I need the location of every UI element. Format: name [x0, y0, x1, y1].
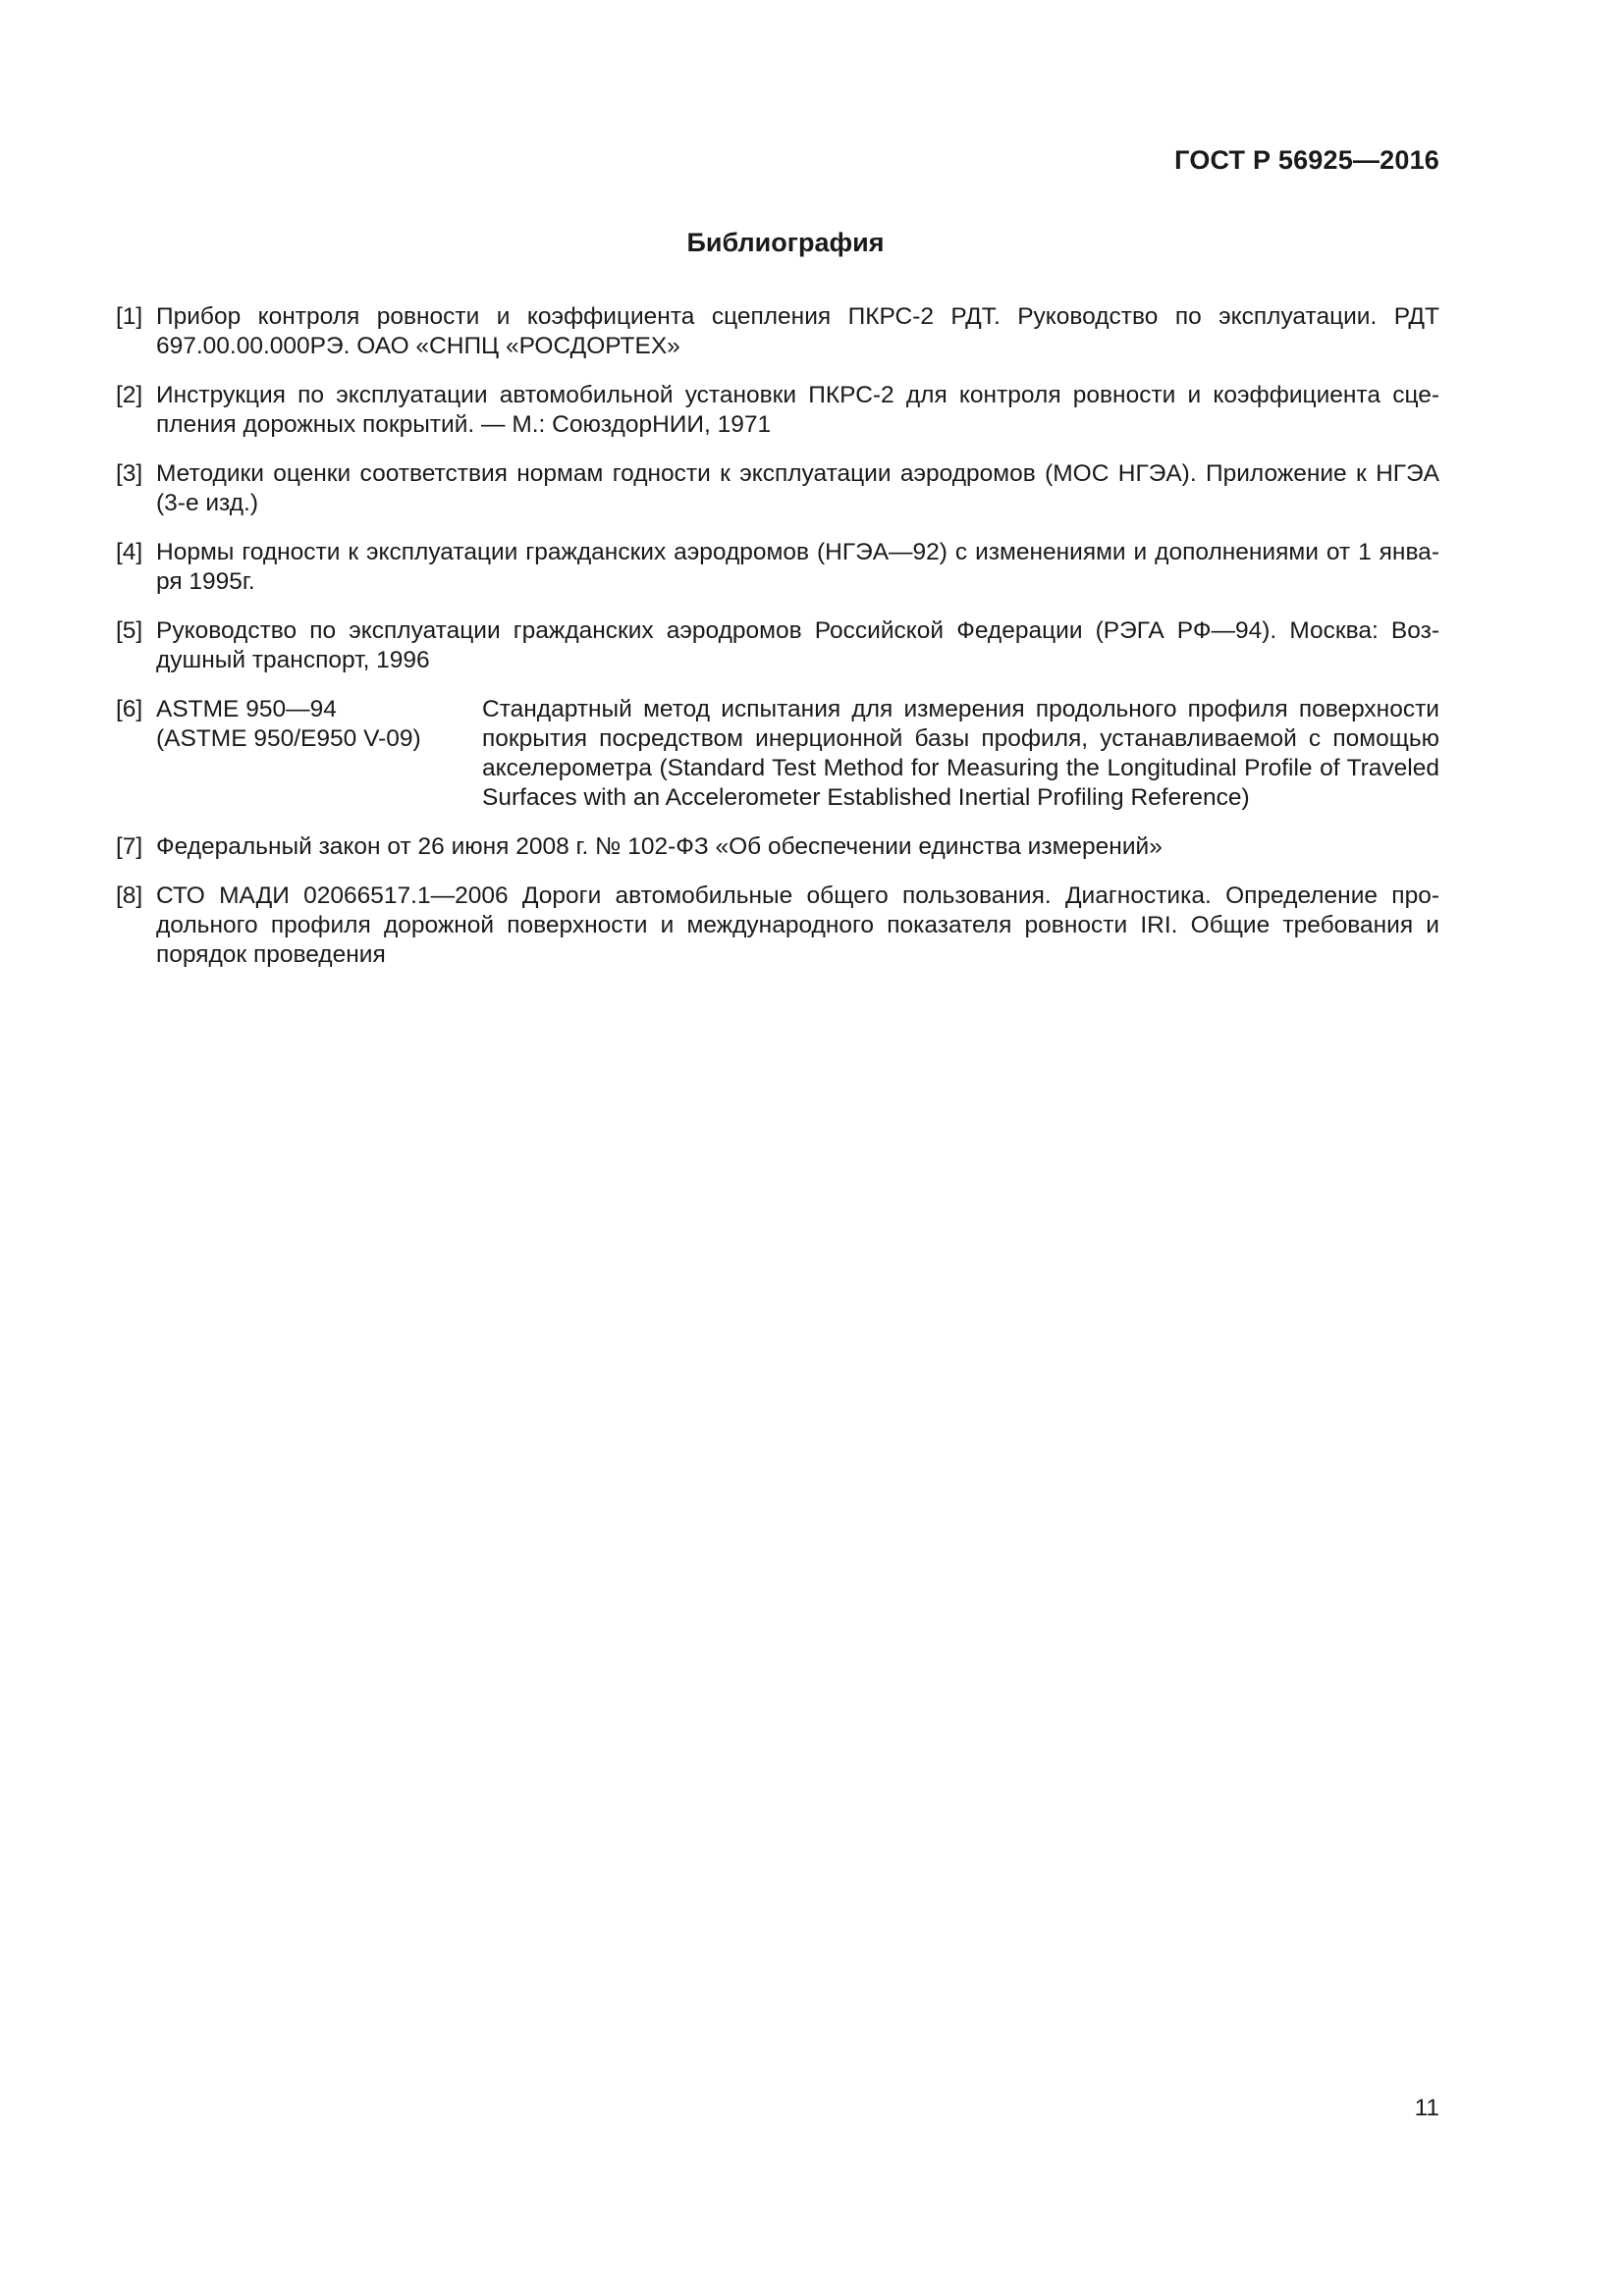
bibliography-list: [116, 302, 1439, 989]
entry-text: Прибор контроля ровности и коэффициента сцепления ПКРС-2 РДТ. Руководство по эксплуатации. РДТ 697.00.00.000РЭ. ОАО «СНПЦ «РОСДОРТЕХ»: [156, 303, 1439, 359]
entry-number: [1]: [116, 303, 143, 330]
bibliography-entry: [116, 381, 1439, 440]
entry-number: [3]: [116, 460, 143, 487]
entry-number: [6]: [116, 696, 143, 722]
entry-number: [2]: [116, 382, 143, 408]
bibliography-entry: [116, 302, 1439, 361]
standard-code-secondary: (ASTME 950/E950 V-09): [156, 725, 421, 752]
entry-number: [7]: [116, 833, 143, 860]
entry-standard-code: [156, 695, 482, 813]
bibliography-entry: [116, 459, 1439, 518]
bibliography-entry: [116, 538, 1439, 597]
bibliography-entry: [116, 881, 1439, 970]
entry-text: Стандартный метод испытания для измерения продольного профиля поверхности покрытия посредством инерционной базы профиля, устанавливаемой с помощью акселерометра (Standard Test Method for Measuring the Longitudinal Profile of Traveled Surfaces with an Accelerometer Established Inertial Profiling Reference): [482, 696, 1439, 811]
entry-text: Нормы годности к эксплуатации гражданских аэродромов (НГЭА—92) с изменениями и дополнениями от 1 января 1995г.: [156, 539, 1439, 595]
page-number: 11: [1414, 2095, 1439, 2121]
entry-number: [4]: [116, 539, 143, 565]
entry-number: [8]: [116, 882, 143, 909]
standard-code-primary: ASTME 950—94: [156, 696, 337, 722]
entry-text: Руководство по эксплуатации гражданских аэродромов Российской Федерации (РЭГА РФ—94). Москва: Воздушный транспорт, 1996: [156, 617, 1439, 673]
entry-text: Федеральный закон от 26 июня 2008 г. № 102-ФЗ «Об обеспечении единства измерений»: [156, 833, 1163, 860]
section-title: Библиография: [686, 228, 885, 257]
document-code: ГОСТ Р 56925—2016: [1174, 145, 1439, 175]
bibliography-entry: [116, 616, 1439, 675]
bibliography-entry: [116, 695, 1439, 813]
bibliography-entry: [116, 832, 1439, 862]
entry-number: [5]: [116, 617, 143, 644]
entry-text: Методики оценки соответствия нормам годности к эксплуатации аэродромов (МОС НГЭА). Приложение к НГЭА (3-е изд.): [156, 460, 1439, 516]
entry-text: Инструкция по эксплуатации автомобильной установки ПКРС-2 для контроля ровности и коэффициента сцепления дорожных покрытий. — М.: СоюздорНИИ, 1971: [156, 382, 1439, 438]
entry-text: СТО МАДИ 02066517.1—2006 Дороги автомобильные общего пользования. Диагностика. Определение продольного профиля дорожной поверхности и международного показателя ровности IRI. Общие требования и порядок проведения: [156, 882, 1439, 968]
